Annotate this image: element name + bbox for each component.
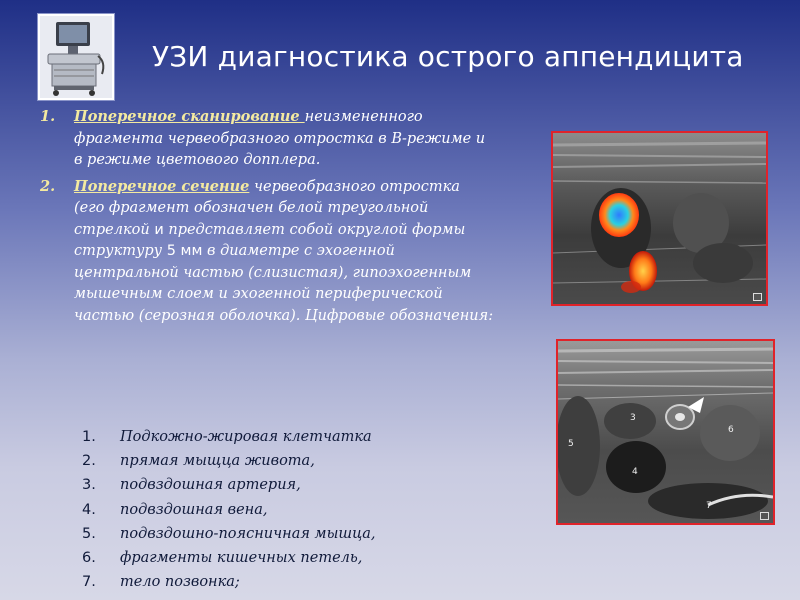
image-label: 7	[706, 501, 712, 511]
item-text: в диаметре с эхогенной центральной частью (слизистая), гипоэхогенным мышечным слоем и эхогенной периферической частью (серозная оболочка). Цифровые обозначения:	[74, 243, 494, 324]
term-highlight: Поперечное сечение	[74, 177, 250, 195]
legend-number: 3.	[82, 477, 96, 494]
item-emphasis: и	[154, 221, 164, 238]
legend-item	[82, 425, 502, 449]
list-item	[40, 106, 494, 172]
legend-text: прямая мыщца живота,	[120, 453, 315, 470]
page-title: УЗИ диагностика острого аппендицита	[152, 40, 744, 73]
legend-list	[82, 425, 502, 594]
image-label: 3	[630, 413, 636, 423]
legend-item	[82, 449, 502, 473]
corner-mark	[753, 293, 762, 301]
legend-number: 4.	[82, 501, 96, 518]
legend-number: 2.	[82, 453, 96, 470]
legend-text: Подкожно-жировая клетчатка	[120, 429, 372, 445]
legend-number: 7.	[82, 574, 96, 591]
legend-text: подвздошная вена,	[120, 501, 268, 518]
bmode-ultrasound-image	[556, 339, 775, 525]
item-emphasis: 5 мм	[166, 243, 203, 259]
legend-text: фрагменты кишечных петель,	[120, 550, 363, 567]
image-label: 5	[568, 439, 574, 449]
item-number: 2.	[40, 177, 56, 195]
item-number: 1.	[40, 108, 56, 125]
image-label: 6	[728, 425, 734, 435]
legend-item	[82, 498, 502, 522]
legend-item	[82, 546, 502, 570]
legend-number: 6.	[82, 550, 96, 567]
legend-text: подвздошная артерия,	[120, 477, 301, 494]
corner-mark	[760, 512, 769, 520]
legend-number: 5.	[82, 525, 96, 542]
ultrasound-machine-icon	[38, 14, 114, 100]
doppler-ultrasound-image	[551, 131, 768, 306]
legend-item	[82, 473, 502, 497]
item-text: червеобразного отростка (его фрагмент обозначен белой треугольной стрелкой	[74, 178, 460, 238]
list-item	[40, 176, 494, 328]
legend-item	[82, 570, 502, 594]
legend-item	[82, 522, 502, 546]
term-highlight: Поперечное сканирование	[74, 108, 305, 125]
item-text: представляет собой округлой формы структуру	[74, 221, 466, 259]
image-label: 4	[632, 467, 638, 477]
description-list	[40, 106, 494, 331]
legend-text: подвздошно-поясничная мышца,	[120, 525, 376, 542]
legend-number: 1.	[82, 429, 96, 445]
legend-text: тело позвонка;	[120, 574, 240, 591]
item-text: неизмененного фрагмента червеобразного отростка в В-режиме и в режиме цветового допплера.	[74, 109, 486, 168]
